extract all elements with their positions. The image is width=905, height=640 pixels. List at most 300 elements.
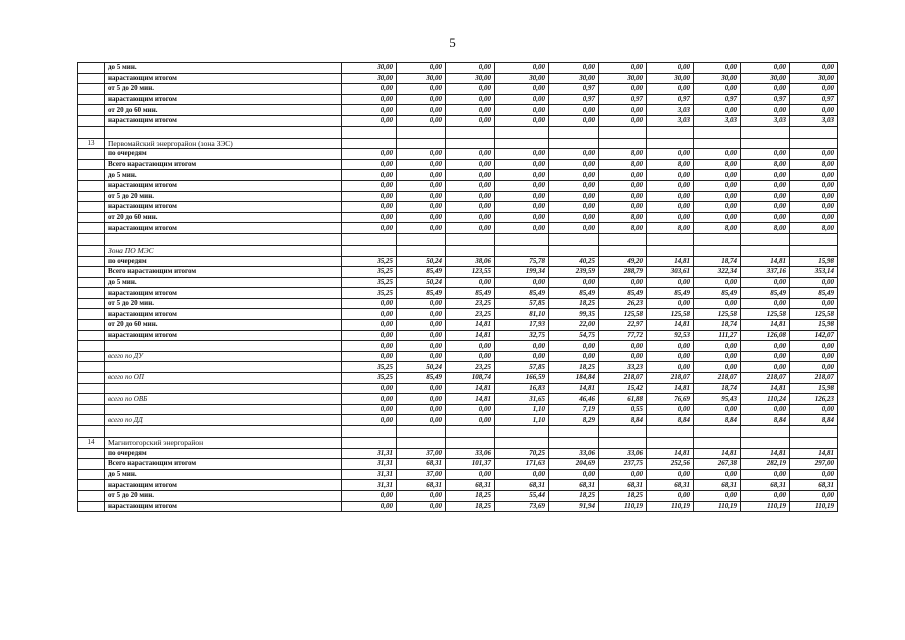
value-cell: 31,65: [495, 394, 549, 405]
value-cell: 33,06: [599, 448, 647, 459]
value-cell: 14,81: [446, 320, 495, 331]
empty-cell: [694, 233, 741, 245]
value-cell: 0,00: [495, 191, 549, 202]
table-row: [78, 490, 838, 501]
value-cell: 68,31: [790, 480, 838, 491]
value-cell: 0,00: [342, 180, 397, 191]
row-number-cell: [78, 115, 105, 126]
value-cell: 0,00: [549, 223, 599, 234]
empty-cell: [397, 138, 446, 149]
empty-cell: [647, 438, 694, 449]
row-number-cell: [78, 212, 105, 223]
value-cell: 0,00: [549, 351, 599, 362]
value-cell: 14,81: [446, 330, 495, 341]
value-cell: 0,00: [599, 115, 647, 126]
value-cell: 85,49: [549, 288, 599, 299]
value-cell: 18,74: [694, 320, 741, 331]
value-cell: 85,49: [495, 288, 549, 299]
table-row: [78, 180, 838, 191]
value-cell: 31,31: [342, 480, 397, 491]
value-cell: 0,00: [446, 404, 495, 415]
value-cell: 31,31: [342, 469, 397, 480]
empty-cell: [694, 438, 741, 449]
empty-cell: [105, 426, 342, 438]
row-label: по очередям: [105, 256, 342, 267]
value-cell: 0,00: [694, 404, 741, 415]
value-cell: 0,00: [397, 341, 446, 352]
table-row: [78, 309, 838, 320]
value-cell: 54,75: [549, 330, 599, 341]
value-cell: 0,00: [342, 490, 397, 501]
value-cell: 0,00: [741, 351, 790, 362]
value-cell: 110,19: [647, 501, 694, 512]
value-cell: 0,97: [549, 94, 599, 105]
value-cell: 0,00: [741, 298, 790, 309]
value-cell: 35,25: [342, 362, 397, 373]
row-number-cell: [78, 330, 105, 341]
row-number-cell: [78, 404, 105, 415]
value-cell: 14,81: [741, 256, 790, 267]
row-number-cell: [78, 170, 105, 181]
value-cell: 0,00: [446, 149, 495, 160]
row-label: до 5 мин.: [105, 170, 342, 181]
value-cell: 0,00: [397, 202, 446, 213]
row-label: всего по ОП: [105, 373, 342, 384]
row-label: нарастающим итогом: [105, 480, 342, 491]
value-cell: 23,25: [446, 362, 495, 373]
value-cell: 252,56: [647, 459, 694, 470]
value-cell: 142,07: [790, 330, 838, 341]
value-cell: 3,03: [790, 115, 838, 126]
value-cell: 26,23: [599, 298, 647, 309]
value-cell: 30,00: [599, 73, 647, 84]
section-header-row: [78, 138, 838, 149]
row-label: от 20 до 60 мин.: [105, 105, 342, 116]
value-cell: 50,24: [397, 256, 446, 267]
value-cell: 0,00: [790, 362, 838, 373]
value-cell: 0,00: [694, 191, 741, 202]
value-cell: 123,55: [446, 267, 495, 278]
value-cell: 85,49: [397, 373, 446, 384]
row-number-cell: [78, 383, 105, 394]
row-number-cell: [78, 448, 105, 459]
empty-cell: [694, 138, 741, 149]
row-number-cell: [78, 267, 105, 278]
value-cell: 0,00: [599, 351, 647, 362]
value-cell: 0,00: [599, 63, 647, 74]
value-cell: 0,00: [599, 277, 647, 288]
value-cell: 0,00: [549, 180, 599, 191]
value-cell: 282,19: [741, 459, 790, 470]
table-row: [78, 320, 838, 331]
value-cell: 57,85: [495, 298, 549, 309]
row-label: от 5 до 20 мин.: [105, 84, 342, 95]
value-cell: 0,00: [397, 415, 446, 426]
empty-cell: [78, 426, 105, 438]
row-number-cell: [78, 63, 105, 74]
value-cell: 30,00: [495, 73, 549, 84]
empty-cell: [599, 245, 647, 256]
value-cell: 15,98: [790, 320, 838, 331]
table-row: [78, 448, 838, 459]
value-cell: 0,00: [790, 341, 838, 352]
value-cell: 8,29: [549, 415, 599, 426]
value-cell: 0,00: [342, 202, 397, 213]
value-cell: 0,00: [495, 84, 549, 95]
value-cell: 14,81: [741, 448, 790, 459]
empty-cell: [647, 138, 694, 149]
empty-cell: [549, 233, 599, 245]
value-cell: 337,16: [741, 267, 790, 278]
value-cell: 8,84: [790, 415, 838, 426]
value-cell: 91,94: [549, 501, 599, 512]
value-cell: 68,31: [549, 480, 599, 491]
empty-cell: [599, 233, 647, 245]
empty-cell: [790, 438, 838, 449]
empty-cell: [397, 233, 446, 245]
value-cell: 18,25: [599, 490, 647, 501]
value-cell: 199,34: [495, 267, 549, 278]
value-cell: 68,31: [599, 480, 647, 491]
empty-cell: [599, 426, 647, 438]
value-cell: 55,44: [495, 490, 549, 501]
value-cell: 70,25: [495, 448, 549, 459]
empty-cell: [790, 426, 838, 438]
value-cell: 110,19: [599, 501, 647, 512]
value-cell: 3,03: [647, 115, 694, 126]
value-cell: 0,00: [647, 170, 694, 181]
row-number-cell: [78, 320, 105, 331]
value-cell: 0,00: [397, 223, 446, 234]
table-row: [78, 202, 838, 213]
value-cell: 38,06: [446, 256, 495, 267]
empty-cell: [549, 126, 599, 138]
table-row: [78, 212, 838, 223]
value-cell: 0,00: [446, 159, 495, 170]
value-cell: 0,00: [694, 298, 741, 309]
empty-cell: [105, 126, 342, 138]
value-cell: 0,00: [599, 105, 647, 116]
empty-cell: [741, 126, 790, 138]
row-number-cell: [78, 180, 105, 191]
value-cell: 0,00: [342, 212, 397, 223]
value-cell: 0,00: [549, 149, 599, 160]
value-cell: 35,25: [342, 373, 397, 384]
value-cell: 239,59: [549, 267, 599, 278]
table-row: [78, 383, 838, 394]
row-label: до 5 мин.: [105, 469, 342, 480]
value-cell: 110,19: [790, 501, 838, 512]
value-cell: 0,00: [790, 105, 838, 116]
value-cell: 111,27: [694, 330, 741, 341]
empty-cell: [599, 138, 647, 149]
value-cell: 76,69: [647, 394, 694, 405]
value-cell: 32,75: [495, 330, 549, 341]
value-cell: 68,31: [397, 480, 446, 491]
value-cell: 237,75: [599, 459, 647, 470]
row-label: нарастающим итогом: [105, 73, 342, 84]
empty-cell: [599, 438, 647, 449]
value-cell: 0,00: [694, 469, 741, 480]
value-cell: 0,00: [495, 277, 549, 288]
row-number-cell: [78, 223, 105, 234]
row-number-cell: [78, 298, 105, 309]
value-cell: 8,00: [741, 159, 790, 170]
table-row: [78, 105, 838, 116]
empty-cell: [495, 426, 549, 438]
value-cell: 0,00: [397, 94, 446, 105]
value-cell: 0,00: [549, 159, 599, 170]
value-cell: 322,34: [694, 267, 741, 278]
row-number-cell: [78, 277, 105, 288]
value-cell: 30,00: [549, 73, 599, 84]
empty-cell: [790, 245, 838, 256]
value-cell: 0,00: [342, 115, 397, 126]
value-cell: 18,25: [549, 362, 599, 373]
value-cell: 0,00: [694, 490, 741, 501]
value-cell: 0,00: [741, 277, 790, 288]
section-header-row: [78, 438, 838, 449]
value-cell: 218,07: [790, 373, 838, 384]
empty-cell: [105, 233, 342, 245]
row-label: до 5 мин.: [105, 277, 342, 288]
value-cell: 0,00: [397, 320, 446, 331]
value-cell: 0,00: [549, 105, 599, 116]
value-cell: 0,00: [446, 191, 495, 202]
value-cell: 303,61: [647, 267, 694, 278]
value-cell: 0,00: [549, 212, 599, 223]
value-cell: 0,00: [397, 170, 446, 181]
value-cell: 0,00: [694, 105, 741, 116]
value-cell: 0,00: [342, 298, 397, 309]
value-cell: 23,25: [446, 298, 495, 309]
value-cell: 85,49: [647, 288, 694, 299]
row-label: нарастающим итогом: [105, 180, 342, 191]
empty-cell: [694, 245, 741, 256]
value-cell: 0,00: [549, 191, 599, 202]
table-row: [78, 63, 838, 74]
value-cell: 0,00: [694, 84, 741, 95]
row-number-cell: [78, 202, 105, 213]
row-label: Всего нарастающим итогом: [105, 159, 342, 170]
value-cell: 0,00: [342, 330, 397, 341]
value-cell: 37,00: [397, 448, 446, 459]
value-cell: 37,00: [397, 469, 446, 480]
value-cell: 0,00: [397, 330, 446, 341]
value-cell: 0,00: [599, 180, 647, 191]
value-cell: 14,81: [741, 320, 790, 331]
value-cell: 7,19: [549, 404, 599, 415]
row-label: нарастающим итогом: [105, 309, 342, 320]
value-cell: 0,97: [790, 94, 838, 105]
row-number-cell: [78, 159, 105, 170]
value-cell: 0,00: [397, 351, 446, 362]
value-cell: 0,00: [495, 341, 549, 352]
value-cell: 15,98: [790, 383, 838, 394]
value-cell: 0,00: [342, 415, 397, 426]
value-cell: 0,00: [342, 170, 397, 181]
value-cell: 0,00: [741, 170, 790, 181]
table-row: [78, 267, 838, 278]
value-cell: 35,25: [342, 277, 397, 288]
value-cell: 0,00: [446, 277, 495, 288]
table-row: [78, 501, 838, 512]
section-title: Зона ПО МЭС: [105, 245, 342, 256]
row-label: всего по ДУ: [105, 351, 342, 362]
table-row: [78, 170, 838, 181]
value-cell: 0,00: [790, 84, 838, 95]
value-cell: 3,03: [694, 115, 741, 126]
value-cell: 218,07: [599, 373, 647, 384]
value-cell: 0,00: [397, 159, 446, 170]
value-cell: 35,25: [342, 267, 397, 278]
spacer-row: [78, 233, 838, 245]
table-row: [78, 277, 838, 288]
value-cell: 0,00: [741, 191, 790, 202]
empty-cell: [397, 438, 446, 449]
value-cell: 0,00: [599, 469, 647, 480]
value-cell: 0,97: [599, 94, 647, 105]
value-cell: 0,00: [397, 501, 446, 512]
value-cell: 0,00: [790, 149, 838, 160]
value-cell: 0,00: [790, 298, 838, 309]
value-cell: 23,25: [446, 309, 495, 320]
value-cell: 0,00: [495, 115, 549, 126]
value-cell: 0,00: [694, 202, 741, 213]
empty-cell: [397, 126, 446, 138]
value-cell: 0,00: [495, 223, 549, 234]
row-number-cell: [78, 288, 105, 299]
row-label: нарастающим итогом: [105, 330, 342, 341]
row-label: нарастающим итогом: [105, 501, 342, 512]
value-cell: 8,00: [599, 223, 647, 234]
table-row: [78, 351, 838, 362]
empty-cell: [790, 138, 838, 149]
value-cell: 30,00: [342, 73, 397, 84]
value-cell: 0,00: [397, 63, 446, 74]
value-cell: 0,00: [446, 469, 495, 480]
value-cell: 68,31: [694, 480, 741, 491]
value-cell: 0,00: [342, 149, 397, 160]
row-label: Всего нарастающим итогом: [105, 267, 342, 278]
value-cell: 85,49: [741, 288, 790, 299]
value-cell: 68,31: [741, 480, 790, 491]
value-cell: 0,00: [342, 94, 397, 105]
value-cell: 0,00: [647, 298, 694, 309]
empty-cell: [446, 438, 495, 449]
row-label: Всего нарастающим итогом: [105, 459, 342, 470]
empty-cell: [549, 438, 599, 449]
value-cell: 0,00: [342, 105, 397, 116]
value-cell: 0,00: [599, 341, 647, 352]
value-cell: 0,00: [342, 191, 397, 202]
value-cell: 8,84: [741, 415, 790, 426]
value-cell: 0,97: [549, 84, 599, 95]
value-cell: 8,00: [599, 149, 647, 160]
load-shedding-table: [77, 62, 838, 512]
value-cell: 8,00: [694, 223, 741, 234]
table-row: [78, 94, 838, 105]
value-cell: 33,23: [599, 362, 647, 373]
value-cell: 46,46: [549, 394, 599, 405]
value-cell: 0,00: [446, 223, 495, 234]
value-cell: 73,69: [495, 501, 549, 512]
value-cell: 125,58: [647, 309, 694, 320]
value-cell: 0,00: [790, 191, 838, 202]
value-cell: 40,25: [549, 256, 599, 267]
value-cell: 0,00: [342, 394, 397, 405]
value-cell: 184,84: [549, 373, 599, 384]
value-cell: 0,00: [549, 63, 599, 74]
value-cell: 297,00: [790, 459, 838, 470]
value-cell: 267,38: [694, 459, 741, 470]
value-cell: 18,25: [446, 490, 495, 501]
row-label: от 20 до 60 мин.: [105, 212, 342, 223]
value-cell: 1,10: [495, 415, 549, 426]
value-cell: 218,07: [694, 373, 741, 384]
row-label: нарастающим итогом: [105, 202, 342, 213]
value-cell: 68,31: [647, 480, 694, 491]
value-cell: 18,25: [549, 298, 599, 309]
empty-cell: [549, 426, 599, 438]
value-cell: 0,00: [446, 84, 495, 95]
empty-cell: [446, 245, 495, 256]
empty-cell: [446, 426, 495, 438]
empty-cell: [549, 138, 599, 149]
value-cell: 8,84: [694, 415, 741, 426]
value-cell: 110,24: [741, 394, 790, 405]
value-cell: 0,00: [694, 212, 741, 223]
value-cell: 126,08: [741, 330, 790, 341]
value-cell: 0,00: [549, 341, 599, 352]
row-number-cell: [78, 480, 105, 491]
value-cell: 0,00: [599, 202, 647, 213]
value-cell: 0,00: [397, 149, 446, 160]
value-cell: 30,00: [741, 73, 790, 84]
value-cell: 14,81: [647, 320, 694, 331]
value-cell: 30,00: [647, 73, 694, 84]
row-number-cell: [78, 415, 105, 426]
value-cell: 0,00: [495, 212, 549, 223]
value-cell: 0,00: [790, 170, 838, 181]
value-cell: 0,00: [741, 105, 790, 116]
row-number-cell: [78, 459, 105, 470]
row-number-cell: [78, 191, 105, 202]
empty-cell: [647, 426, 694, 438]
value-cell: 0,97: [647, 94, 694, 105]
row-number-cell: [78, 490, 105, 501]
value-cell: 0,00: [446, 170, 495, 181]
value-cell: 125,58: [694, 309, 741, 320]
value-cell: 30,00: [342, 63, 397, 74]
value-cell: 8,00: [647, 159, 694, 170]
section-number: [78, 245, 105, 256]
value-cell: 15,98: [790, 256, 838, 267]
empty-cell: [741, 426, 790, 438]
value-cell: 0,00: [446, 341, 495, 352]
empty-cell: [446, 233, 495, 245]
value-cell: 30,00: [790, 73, 838, 84]
value-cell: 0,00: [790, 351, 838, 362]
value-cell: 125,58: [741, 309, 790, 320]
empty-cell: [495, 233, 549, 245]
value-cell: 17,93: [495, 320, 549, 331]
value-cell: 8,00: [790, 159, 838, 170]
row-label: от 5 до 20 мин.: [105, 298, 342, 309]
row-number-cell: [78, 394, 105, 405]
value-cell: 0,00: [790, 180, 838, 191]
value-cell: 31,31: [342, 448, 397, 459]
